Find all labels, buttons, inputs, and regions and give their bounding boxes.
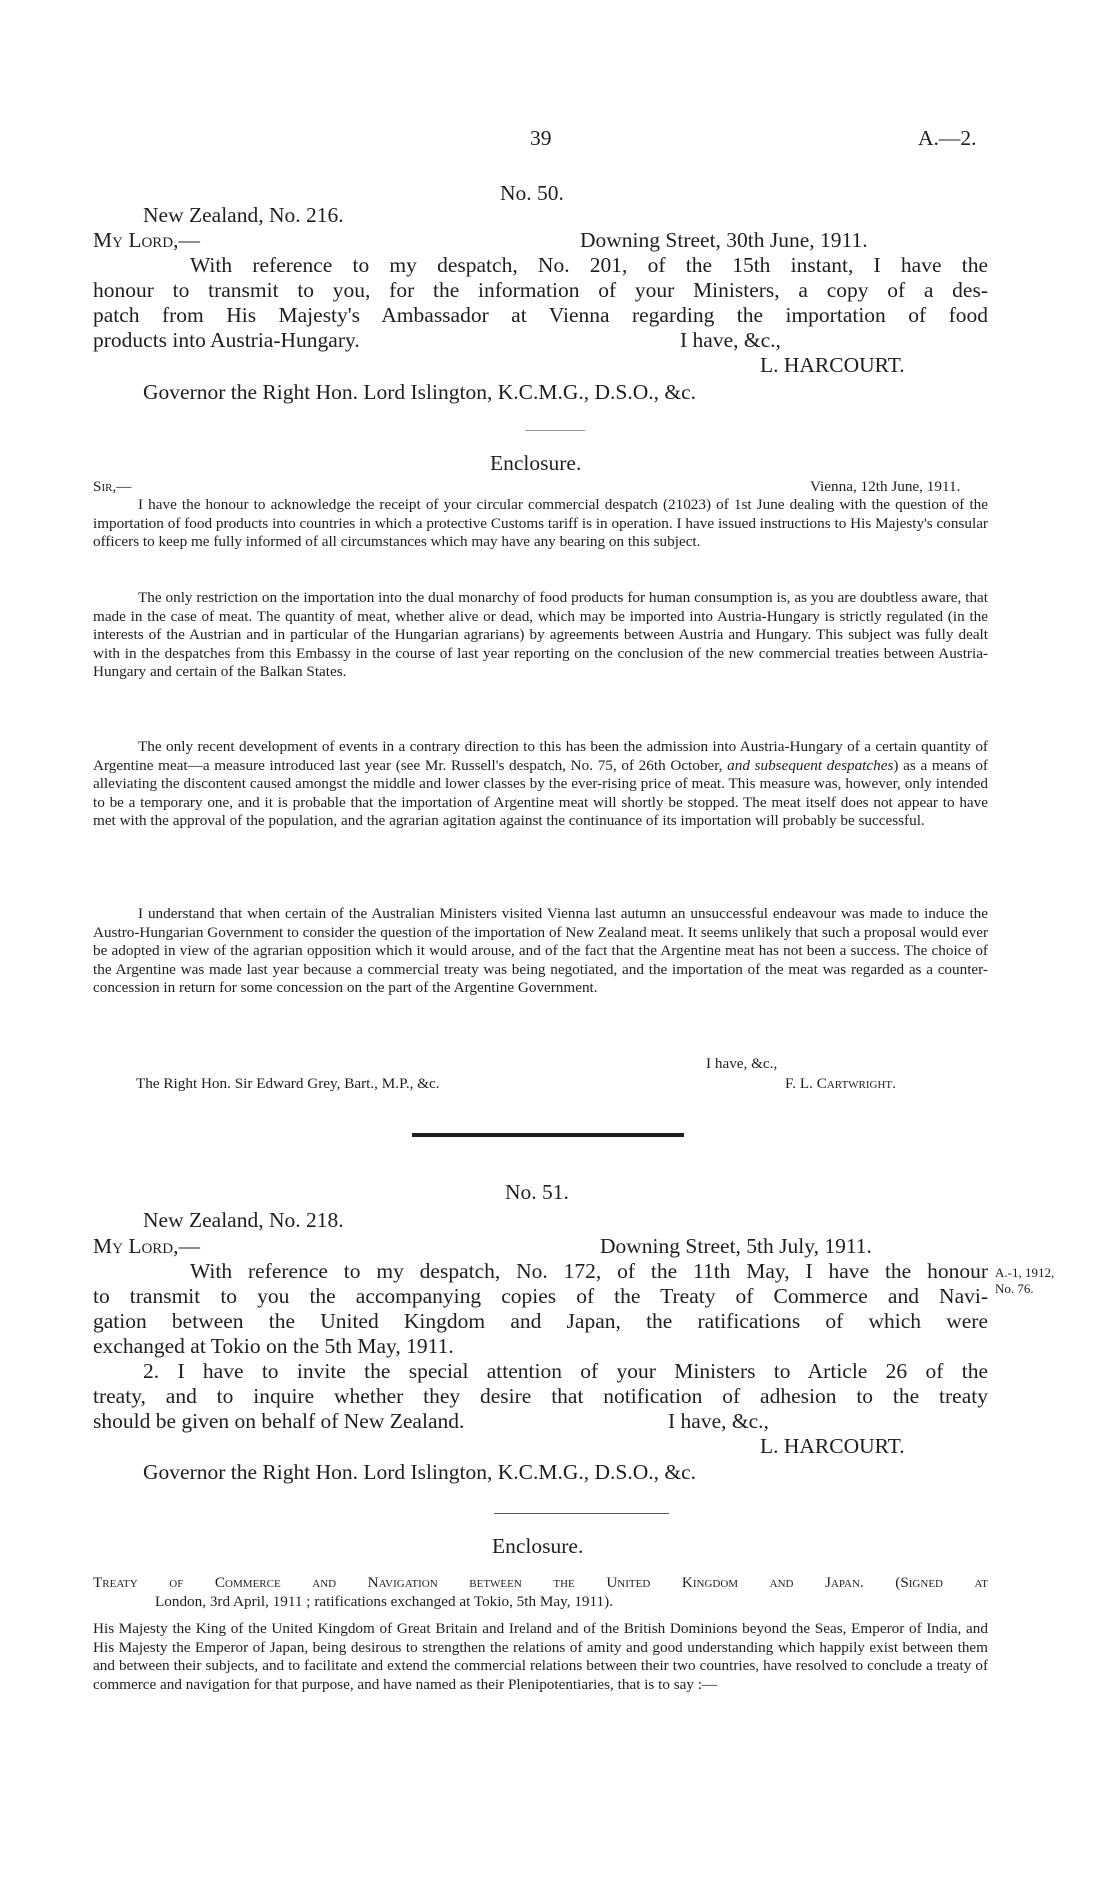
- letter-paragraph: [93, 738, 988, 831]
- series-code: A.—2.: [918, 126, 977, 150]
- heavy-divider: [412, 1133, 684, 1137]
- section-divider: [494, 1513, 669, 1514]
- document-number: No. 51.: [505, 1180, 569, 1204]
- body-line: exchanged at Tokio on the 5th May, 1911.: [93, 1334, 454, 1358]
- salutation: My Lord,—: [93, 1234, 201, 1258]
- place-date: Vienna, 12th June, 1911.: [810, 478, 961, 495]
- place-date: Downing Street, 30th June, 1911.: [580, 228, 868, 252]
- margin-note: No. 76.: [995, 1281, 1034, 1296]
- paragraph-text: ) as a means of alleviating the discontent caused amongst the middle and lower classes by the ever-rising price of meat. This measure was, however, only intended to be a temporary one, and it is probable that the importation of Argentine meat will shortly be stopped. The meat itself does not appear to have met with the approval of the population, and the agrarian agitation against the continuance of its importation will probably be successful.: [93, 756, 988, 830]
- letter-paragraph: I understand that when certain of the Australian Ministers visited Vienna last autumn an unsuccessful endeavour was made to induce the Austro-Hungarian Government to consider the question of the importation of New Zealand meat. It seems unlikely that such a proposal would ever be adopted in view of the agrarian opposition which it would arouse, and of the fact that the Argentine meat has not been a success. The choice of the Argentine was made last year because a commercial treaty was being negotiated, and the importation of the meat was regarded as a counter-concession in return for some concession on the part of the Argentine Government.: [93, 905, 988, 997]
- body-line: treaty, and to inquire whether they desire that notification of adhesion to the treaty: [93, 1384, 988, 1408]
- italic-phrase: and subsequent despatches: [727, 756, 894, 774]
- document-number: No. 50.: [500, 181, 564, 205]
- body-line: gation between the United Kingdom and Japan, the ratifications of which were: [93, 1309, 988, 1333]
- addressee: Governor the Right Hon. Lord Islington, K.C.M.G., D.S.O., &c.: [143, 1460, 696, 1484]
- treaty-preamble: His Majesty the King of the United Kingdom of Great Britain and Ireland and of the British Dominions beyond the Seas, Emperor of India, and His Majesty the Emperor of Japan, being desirous to strengthen the relations of amity and good understanding which happily exist between them and between their subjects, and to facilitate and extend the commercial relations between their two countries, have resolved to conclude a treaty of commerce and navigation for that purpose, and have named as their Plenipotentiaries, that is to say :—: [93, 1620, 988, 1693]
- salutation: Sir,—: [93, 478, 132, 495]
- closing: I have, &c.,: [668, 1409, 769, 1433]
- body-line: should be given on behalf of New Zealand.: [93, 1409, 465, 1433]
- place-date: Downing Street, 5th July, 1911.: [600, 1234, 872, 1258]
- salutation: My Lord,—: [93, 228, 201, 252]
- closing: I have, &c.,: [706, 1055, 778, 1072]
- signature: L. HARCOURT.: [760, 1434, 905, 1458]
- body-line: 2. I have to invite the special attention of your Ministers to Article 26 of the: [143, 1359, 988, 1383]
- margin-note: A.-1, 1912,: [995, 1265, 1055, 1280]
- addressee: Governor the Right Hon. Lord Islington, K.C.M.G., D.S.O., &c.: [143, 380, 696, 404]
- body-line: patch from His Majesty's Ambassador at Vienna regarding the importation of food: [93, 303, 988, 327]
- page-number: 39: [530, 126, 552, 150]
- signature: L. HARCOURT.: [760, 353, 905, 377]
- body-line: to transmit to you the accompanying copies of the Treaty of Commerce and Navi-: [93, 1284, 988, 1308]
- paragraph-text: The only recent development of events in a contrary direction to this has been the admission into Austria-Hungary of a certain quantity of Argentine meat—a measure introduced last year (see Mr. Russell's despatch, No. 75, of 26th October,: [93, 738, 988, 774]
- section-divider: [525, 430, 585, 431]
- treaty-title: London, 3rd April, 1911 ; ratifications exchanged at Tokio, 5th May, 1911).: [155, 1593, 613, 1610]
- letter-paragraph: I have the honour to acknowledge the receipt of your circular commercial despatch (21023) of 1st June dealing with the question of the importation of food products into countries in which a protective Customs tariff is in operation. I have issued instructions to His Majesty's consular officers to keep me fully informed of all circumstances which may have any bearing on this subject.: [93, 496, 988, 551]
- letter-paragraph: The only restriction on the importation into the dual monarchy of food products for human consumption is, as you are doubtless aware, that made in the case of meat. The quantity of meat, whether alive or dead, which may be imported into Austria-Hungary is strictly regulated (in the interests of the Austrian and in particular of the Hungarian agrarians) by agreements between Austria and Hungary. This subject was fully dealt with in the despatches from this Embassy in the course of last year reporting on the conclusion of the new commercial treaties between Austria-Hungary and certain of the Balkan States.: [93, 589, 988, 681]
- body-line: products into Austria-Hungary.: [93, 328, 360, 352]
- despatch-reference: New Zealand, No. 218.: [143, 1208, 344, 1232]
- despatch-reference: New Zealand, No. 216.: [143, 203, 344, 227]
- body-line: With reference to my despatch, No. 201, of the 15th instant, I have the: [190, 253, 988, 277]
- signature: F. L. Cartwright.: [785, 1075, 896, 1092]
- enclosure-heading: Enclosure.: [492, 1534, 584, 1558]
- body-line: honour to transmit to you, for the information of your Ministers, a copy of a des-: [93, 278, 988, 302]
- body-line: With reference to my despatch, No. 172, of the 11th May, I have the honour: [190, 1259, 988, 1283]
- treaty-title: Treaty of Commerce and Navigation between the United Kingdom and Japan. (Signed at: [93, 1574, 988, 1591]
- closing: I have, &c.,: [680, 328, 781, 352]
- enclosure-heading: Enclosure.: [490, 451, 582, 475]
- addressee: The Right Hon. Sir Edward Grey, Bart., M.P., &c.: [136, 1075, 440, 1092]
